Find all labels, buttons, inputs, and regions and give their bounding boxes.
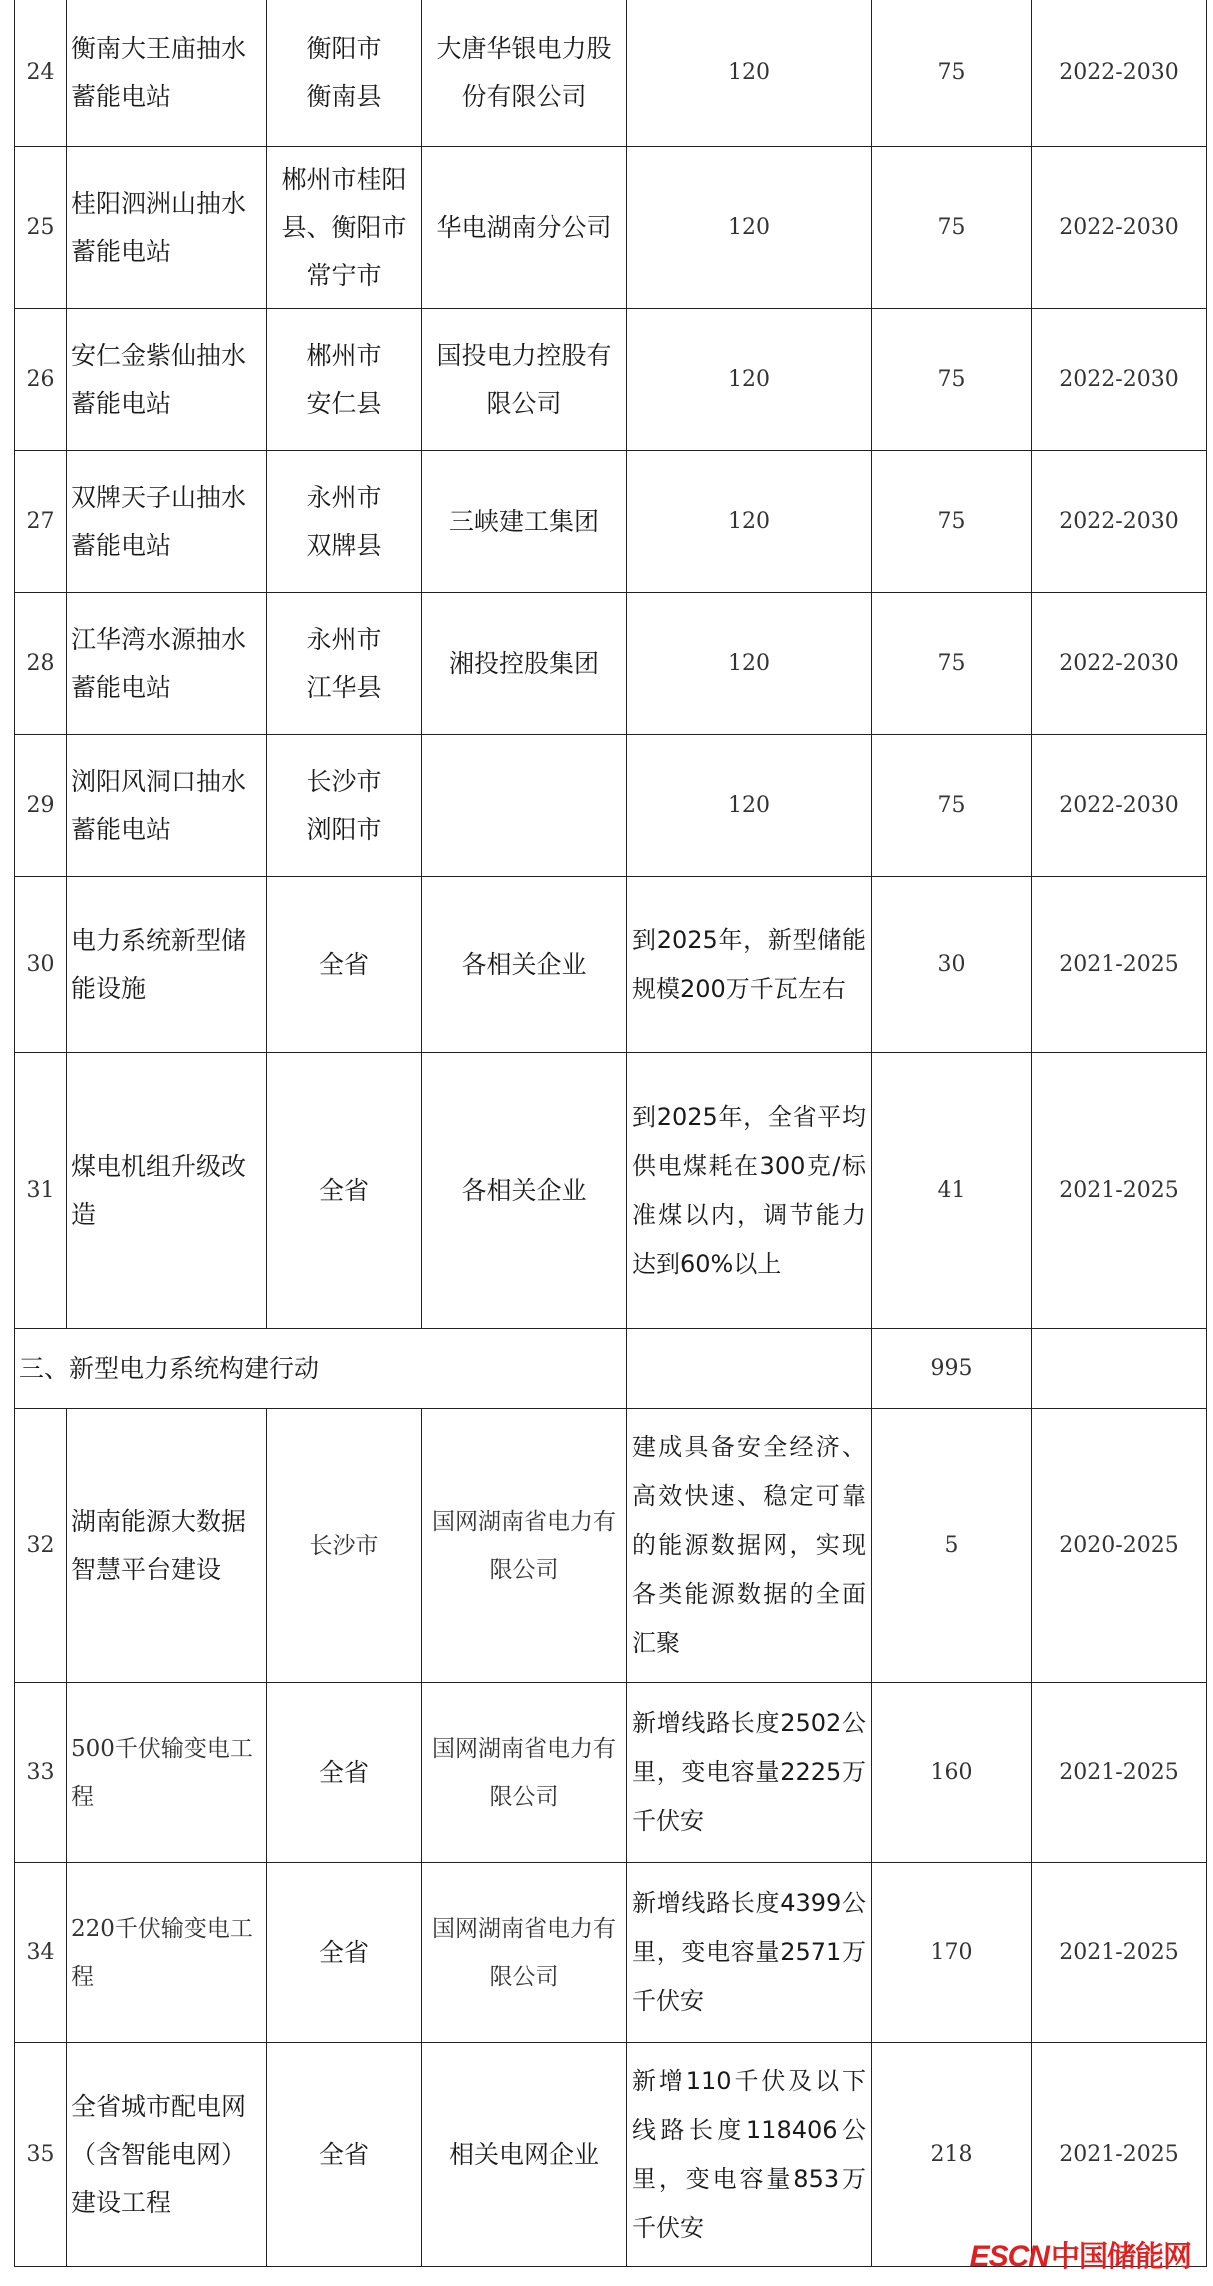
location-cell: 全省 [267,2043,422,2267]
table-row [15,877,1207,1053]
location-cell: 全省 [267,1683,422,1863]
location-cell: 全省 [267,1863,422,2043]
goal-cell: 到2025年，新型储能规模200万千瓦左右 [627,877,872,1053]
owner-cell: 华电湖南分公司 [422,147,627,309]
row-number: 31 [15,1053,67,1329]
section-row [15,1329,1207,1409]
period-cell: 2020-2025 [1032,1409,1207,1683]
watermark-en: ESCN [969,2240,1049,2273]
location-cell: 衡阳市 衡南县 [267,0,422,147]
project-name: 安仁金紫仙抽水蓄能电站 [67,309,267,451]
investment-cell: 5 [872,1409,1032,1683]
owner-cell [422,735,627,877]
project-name: 电力系统新型储能设施 [67,877,267,1053]
owner-cell: 三峡建工集团 [422,451,627,593]
goal-cell: 120 [627,451,872,593]
escn-watermark-logo [970,2234,1191,2274]
period-cell: 2021-2025 [1032,1683,1207,1863]
investment-cell: 170 [872,1863,1032,2043]
table-row [15,0,1207,147]
owner-cell: 大唐华银电力股份有限公司 [422,0,627,147]
table-row [15,2043,1207,2267]
investment-cell: 75 [872,593,1032,735]
investment-cell: 75 [872,0,1032,147]
project-name: 220千伏输变电工程 [67,1863,267,2043]
investment-cell: 75 [872,735,1032,877]
period-cell: 2022-2030 [1032,147,1207,309]
table-row [15,1409,1207,1683]
goal-cell: 建成具备安全经济、高效快速、稳定可靠的能源数据网，实现各类能源数据的全面汇聚 [627,1409,872,1683]
location-cell: 全省 [267,1053,422,1329]
location-cell: 郴州市 安仁县 [267,309,422,451]
row-number: 35 [15,2043,67,2267]
owner-cell: 各相关企业 [422,877,627,1053]
table-row [15,1053,1207,1329]
goal-cell: 到2025年，全省平均供电煤耗在300克/标准煤以内，调节能力达到60%以上 [627,1053,872,1329]
table-row [15,309,1207,451]
goal-cell: 120 [627,309,872,451]
project-name: 江华湾水源抽水蓄能电站 [67,593,267,735]
watermark-cn: 中国储能网 [1050,2239,1191,2273]
period-cell: 2021-2025 [1032,1053,1207,1329]
goal-cell: 新增线路长度4399公里，变电容量2571万千伏安 [627,1863,872,2043]
empty-cell [627,1329,872,1409]
project-name: 桂阳泗洲山抽水蓄能电站 [67,147,267,309]
owner-cell: 国网湖南省电力有限公司 [422,1683,627,1863]
investment-cell: 160 [872,1683,1032,1863]
location-cell: 长沙市 [267,1409,422,1683]
investment-cell: 218 [872,2043,1032,2267]
location-cell: 长沙市 浏阳市 [267,735,422,877]
period-cell: 2021-2025 [1032,1863,1207,2043]
period-cell: 2022-2030 [1032,0,1207,147]
project-name: 双牌天子山抽水蓄能电站 [67,451,267,593]
project-name: 全省城市配电网（含智能电网）建设工程 [67,2043,267,2267]
location-cell: 永州市 双牌县 [267,451,422,593]
owner-cell: 各相关企业 [422,1053,627,1329]
owner-cell: 相关电网企业 [422,2043,627,2267]
empty-cell [1032,1329,1207,1409]
period-cell: 2022-2030 [1032,451,1207,593]
table-row [15,593,1207,735]
table-row [15,147,1207,309]
project-name: 浏阳风洞口抽水蓄能电站 [67,735,267,877]
goal-cell: 120 [627,0,872,147]
goal-cell: 120 [627,147,872,309]
location-cell: 郴州市桂阳县、衡阳市常宁市 [267,147,422,309]
row-number: 25 [15,147,67,309]
period-cell: 2021-2025 [1032,877,1207,1053]
section-title: 三、新型电力系统构建行动 [15,1329,627,1409]
period-cell: 2022-2030 [1032,309,1207,451]
investment-cell: 41 [872,1053,1032,1329]
owner-cell: 国网湖南省电力有限公司 [422,1863,627,2043]
location-cell: 全省 [267,877,422,1053]
project-name: 煤电机组升级改造 [67,1053,267,1329]
owner-cell: 国投电力控股有限公司 [422,309,627,451]
owner-cell: 国网湖南省电力有限公司 [422,1409,627,1683]
row-number: 27 [15,451,67,593]
row-number: 29 [15,735,67,877]
table-body [15,0,1207,2267]
period-cell: 2022-2030 [1032,593,1207,735]
project-name: 500千伏输变电工程 [67,1683,267,1863]
row-number: 28 [15,593,67,735]
investment-cell: 75 [872,147,1032,309]
row-number: 33 [15,1683,67,1863]
goal-cell: 新增线路长度2502公里，变电容量2225万千伏安 [627,1683,872,1863]
table-row [15,1683,1207,1863]
investment-cell: 75 [872,309,1032,451]
project-table [14,0,1207,2267]
table-row [15,735,1207,877]
investment-cell: 75 [872,451,1032,593]
row-number: 30 [15,877,67,1053]
document-page [14,0,1206,2271]
project-name: 湖南能源大数据智慧平台建设 [67,1409,267,1683]
row-number: 34 [15,1863,67,2043]
row-number: 26 [15,309,67,451]
goal-cell: 120 [627,593,872,735]
row-number: 32 [15,1409,67,1683]
owner-cell: 湘投控股集团 [422,593,627,735]
investment-cell: 995 [872,1329,1032,1409]
row-number: 24 [15,0,67,147]
period-cell: 2021-2025 [1032,2043,1207,2267]
table-row [15,451,1207,593]
investment-cell: 30 [872,877,1032,1053]
goal-cell: 120 [627,735,872,877]
project-name: 衡南大王庙抽水蓄能电站 [67,0,267,147]
table-row [15,1863,1207,2043]
goal-cell: 新增110千伏及以下线路长度118406公里，变电容量853万千伏安 [627,2043,872,2267]
location-cell: 永州市 江华县 [267,593,422,735]
period-cell: 2022-2030 [1032,735,1207,877]
